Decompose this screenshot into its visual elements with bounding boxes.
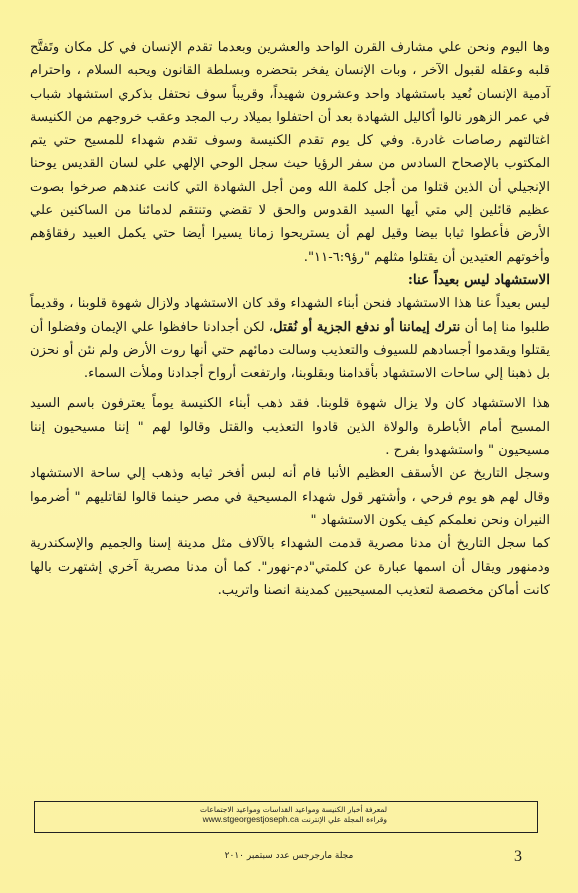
- paragraph-cities: كما سجل التاريخ أن مدنا مصرية قدمت الشهداء بالآلاف مثل مدينة إسنا والجميم والإسكندرية ودمنهور ويقال أن اسمها عبارة عن كلمتي"دم-نهور". كما أن مدنا مصرية آخري إشتهرت بالها كانت أماكن مخصصة لتعذيب المسيحيين كمدينة انصنا واتريب.: [30, 536, 550, 598]
- paragraph-martyrdom-emphasis: نترك إيماننا أو ندفع الجزية أو نُقتل: [273, 319, 461, 335]
- paragraph-history: وسجل التاريخ عن الأسقف العظيم الأنبا فام أنه لبس أفخر ثيابه وذهب إلي ساحة الاستشهاد وقال لهم هو يوم فرحي ، وأشتهر قول شهداء المسيحية في مصر حينما قالوا لقاتليهم " أضرموا النيران ونحن نعلمكم كيف يكون الاستشهاد ": [30, 466, 550, 528]
- website-notice-line1: لمعرفة أخبار الكنيسة ومواعيد القداسات ومواعيد الاجتماعات: [200, 805, 387, 814]
- paragraph-intro: وها اليوم ونحن علي مشارف القرن الواحد والعشرين وبعدما تقدم الإنسان في كل مكان وتَفتَّح قلبه وعقله لقبول الآخر ، وبات الإنسان يفخر بتحضره وبسلطة القانون ويحبه السلام ، واحترام آدمية الإنسان نُعيد باستشهاد واحد وعشرون شهيداً، وقريباً سوف نحتفل بذكري استشهاد شباب في عمر الزهور نالوا أكاليل الشهادة بعد أن احتفلوا بميلاد رب المجد وعقب خروجهم من الكنيسة اغتالتهم رصاصات غادرة. وفي كل يوم تقدم الكنيسة وسوف تقدم شهداء للمسيح حتي يتم المكتوب بالإصحاح السادس من سفر الرؤيا حيث سجل الوحي الإلهي علي لسان القديس يوحنا الإنجيلي أن الذين قتلوا من أجل كلمة الله ومن أجل الشهادة التي كانت عندهم صرخوا بصوت عظيم قائلين إلي متي أيها السيد القدوس والحق لا تقضي وتنتقم لدمائنا من الساكنين علي الأرض فأعطوا ثيابا بيضا وقيل لهم أن يستريحوا زمانا يسيرا أيضا حتي يكمل العبيد رفقاؤهم وأخوتهم العتيدين أن يقتلوا مثلهم "رؤ٦:٩-١١".: [30, 40, 550, 265]
- magazine-issue-footer: مجلة مارجرجس عدد سبتمبر ٢٠١٠: [224, 851, 354, 861]
- article-body: [30, 36, 550, 602]
- section-heading: الاستشهاد ليس بعيداً عنا:: [407, 271, 550, 288]
- website-notice-box: [34, 801, 538, 833]
- website-notice-line2: [203, 815, 387, 824]
- website-notice-text: وقراءة المجلة علي الإنترنت: [301, 815, 387, 824]
- paragraph-confession: هذا الاستشهاد كان ولا يزال شهوة قلوبنا. فقد ذهب أبناء الكنيسة يوماً يعترفون باسم السيد المسيح أمام الأباطرة والولاة الذين قادوا التعذيب والقتل وقالوا لهم " إننا مسيحيون إننا مسيحيون " واستشهدوا بفرح .: [30, 396, 550, 459]
- page-number: 3: [514, 848, 522, 865]
- paragraph-martyrdom-part1: ليس بعيداً عنا هذا الاستشهاد فنحن أبناء الشهداء وقد كان الاستشهاد ولازال شهوة قلوبنا ، وقديماً طلبوا منا إما أن: [30, 296, 550, 335]
- paragraph-martyrdom: [30, 292, 550, 385]
- paragraph-martyrdom-part2: ، لكن أجدادنا حافظوا علي الإيمان وفضلوا أن يقتلوا ويقدموا أجسادهم للسيوف والتعذيب وسالت دمائهم حتي أنها روت الأرض ولم نئن أو نحزن بل ذهبنا إلي ساحات الاستشهاد بأقدامنا وبقلوبنا، وارتفعت أرواح أجدادنا وملأت السماء.: [30, 319, 550, 382]
- website-url-link[interactable]: www.stgeorgestjoseph.ca: [202, 814, 299, 824]
